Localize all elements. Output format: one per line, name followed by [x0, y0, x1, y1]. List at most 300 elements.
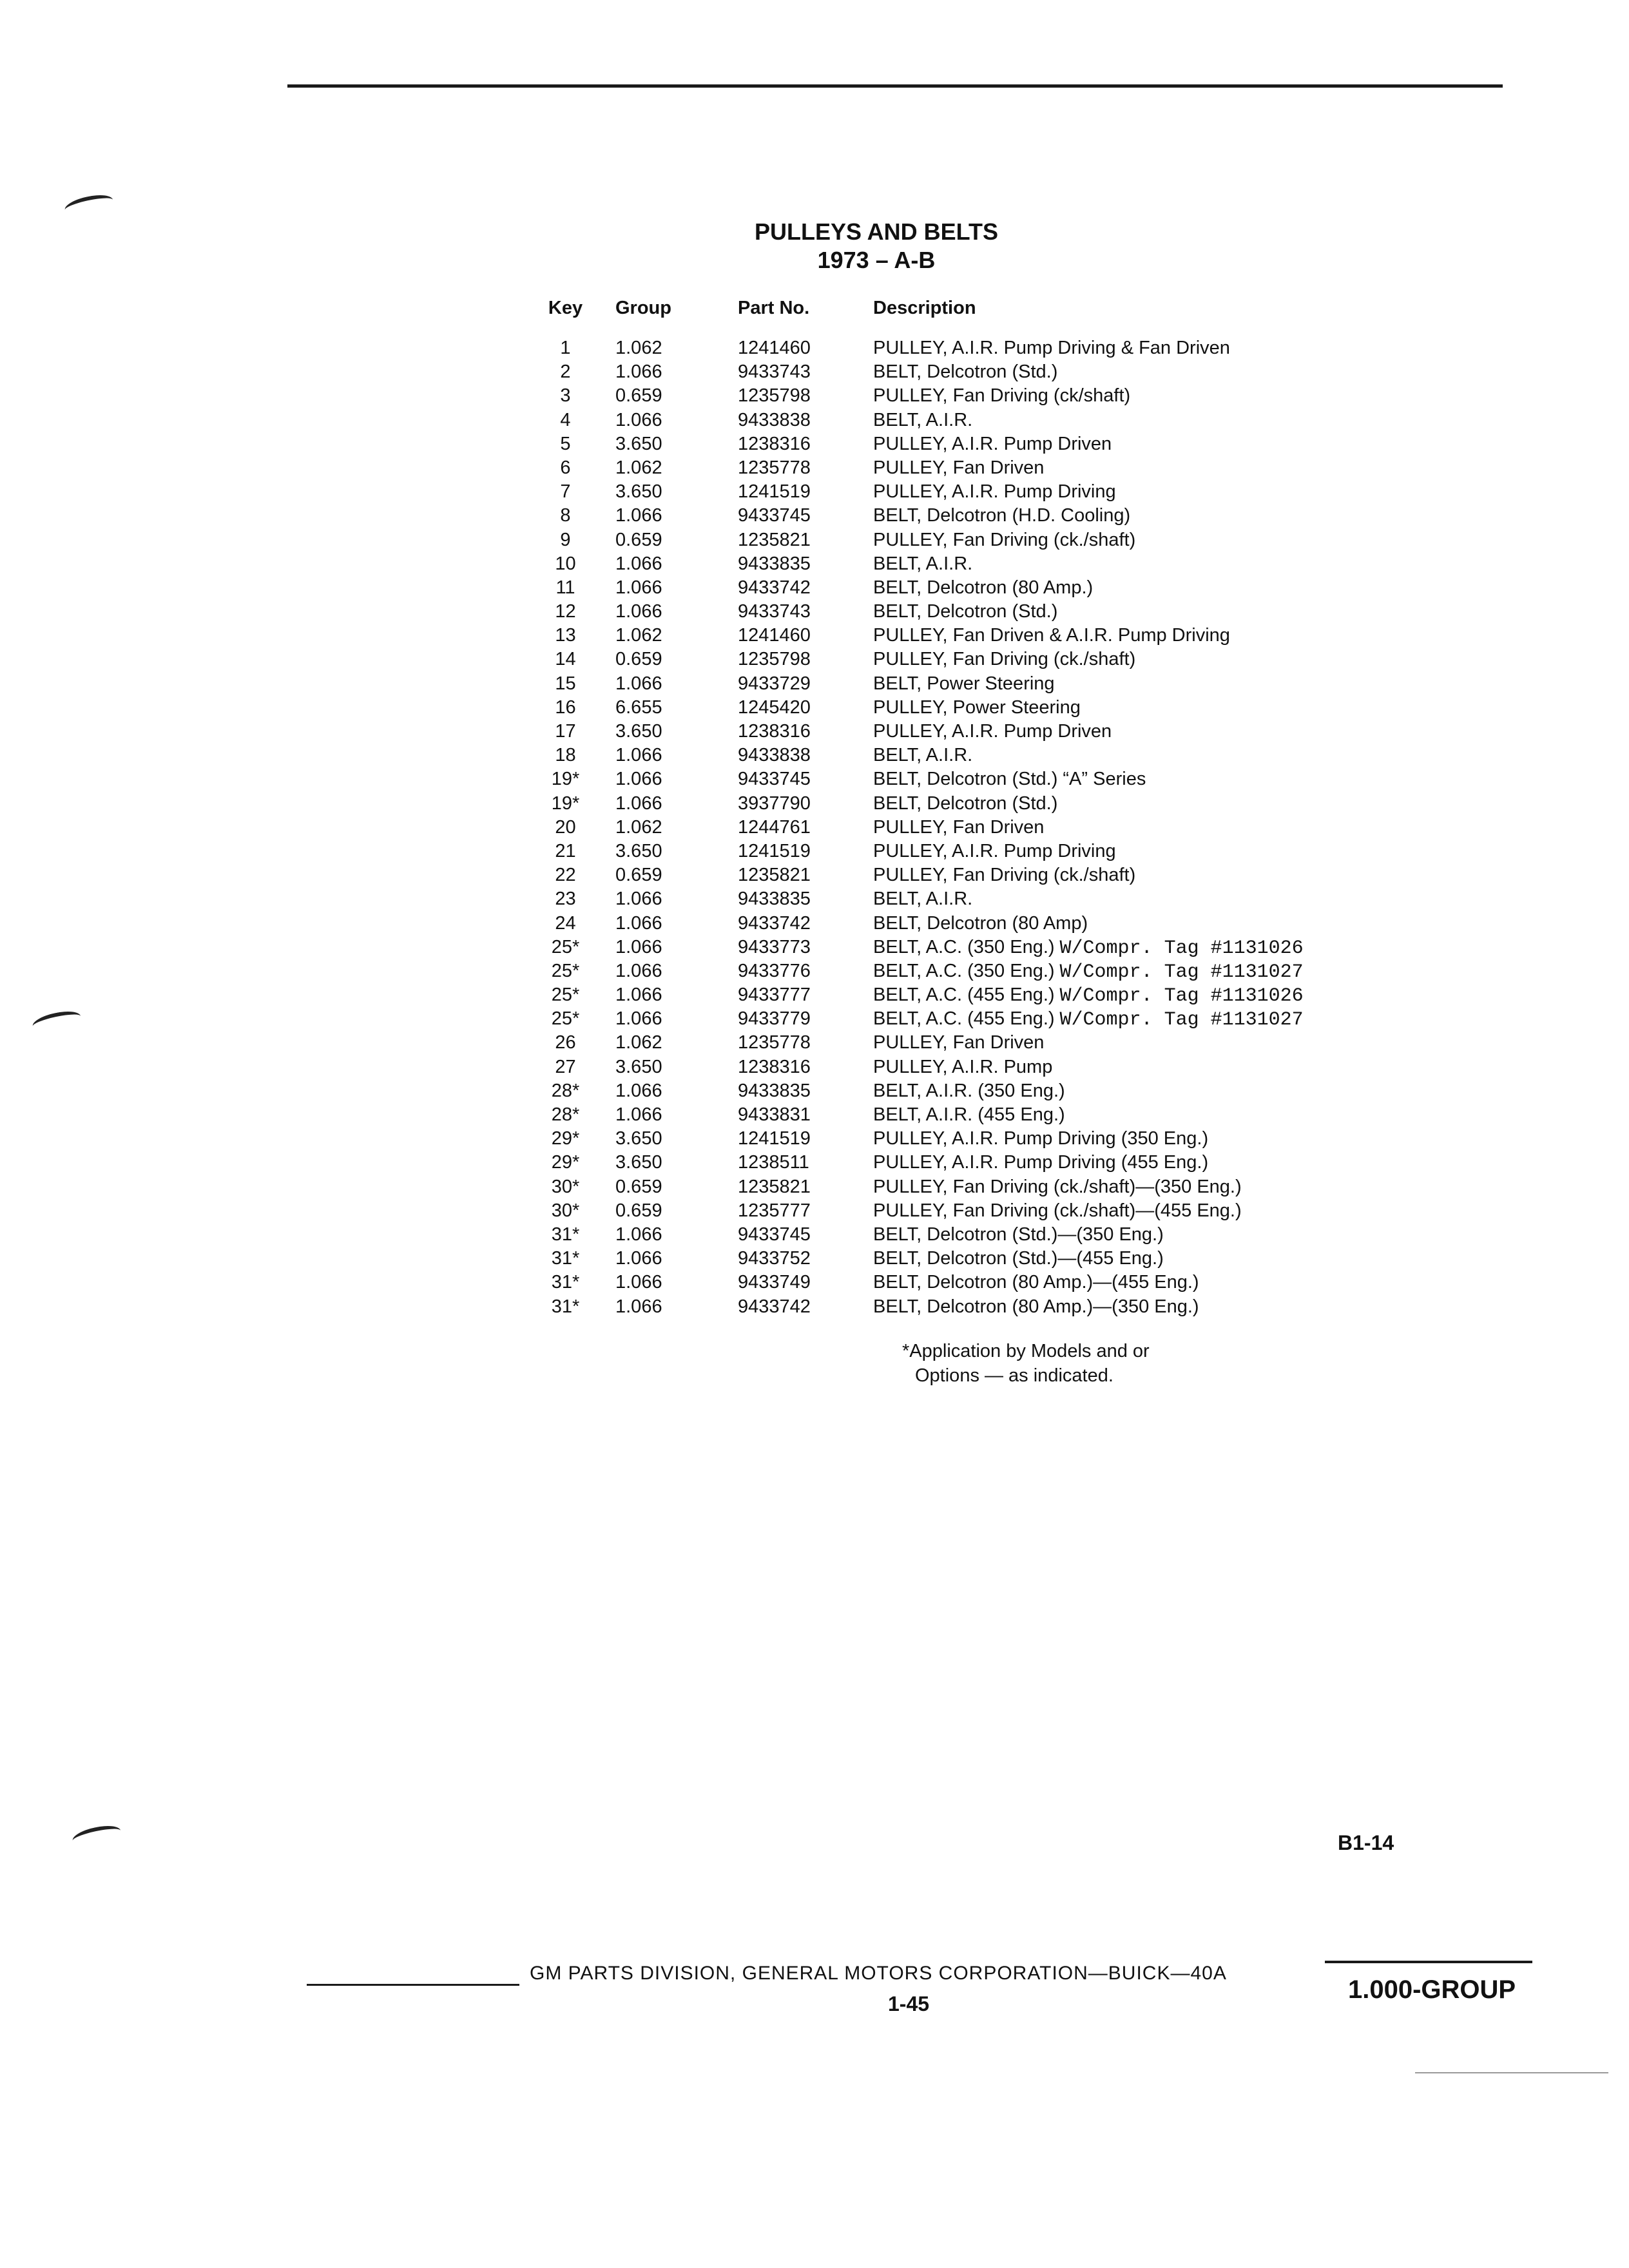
table-row [528, 384, 1304, 408]
key-cell [528, 672, 602, 696]
key-cell-text: 3 [560, 385, 571, 407]
group-cell-text: 1.062 [615, 457, 662, 478]
group-cell [602, 816, 725, 840]
description-cell-text: PULLEY, A.I.R. Pump Driven [873, 721, 1112, 742]
key-cell-text: 28* [551, 1104, 580, 1125]
key-cell [528, 1031, 602, 1055]
key-cell-text: 24 [555, 912, 576, 934]
table-row [528, 432, 1304, 456]
group-cell-text: 1.066 [615, 889, 662, 910]
key-cell-text: 23 [555, 889, 576, 910]
key-cell [528, 959, 602, 983]
group-cell [602, 1199, 725, 1223]
part-number-cell-text: 1241519 [738, 481, 811, 503]
part-number-cell [725, 1175, 867, 1199]
part-number-cell [725, 887, 867, 911]
description-cell [867, 792, 1057, 816]
part-number-cell-text: 9433743 [738, 361, 811, 383]
part-number-cell [725, 792, 867, 816]
group-cell-text: 1.066 [615, 1248, 662, 1269]
group-cell [602, 983, 725, 1007]
part-number-cell-text: 9433776 [738, 960, 811, 981]
description-cell [867, 1103, 1065, 1127]
table-row [528, 863, 1304, 887]
description-cell-text: PULLEY, A.I.R. Pump Driving [873, 481, 1116, 503]
part-number-cell-text: 1235777 [738, 1200, 811, 1221]
key-cell [528, 1079, 602, 1103]
part-number-cell-text: 1245420 [738, 697, 811, 718]
key-cell [528, 648, 602, 671]
key-cell [528, 528, 602, 552]
part-number-cell-text: 9433742 [738, 577, 811, 598]
group-cell [602, 1175, 725, 1199]
part-number-cell-text: 9433745 [738, 505, 811, 526]
group-cell [602, 1247, 725, 1271]
part-number-cell-text: 9433745 [738, 1224, 811, 1245]
group-cell [602, 648, 725, 671]
table-row [528, 360, 1304, 384]
table-row [528, 1055, 1304, 1079]
key-cell-text: 18 [555, 745, 576, 766]
part-number-cell [725, 1199, 867, 1223]
part-number-cell [725, 1223, 867, 1247]
description-cell [867, 576, 1093, 600]
description-cell-text: BELT, A.I.R. [873, 889, 973, 910]
key-cell [528, 696, 602, 720]
group-cell-text: 3.650 [615, 1128, 662, 1149]
table-row [528, 1031, 1304, 1055]
key-cell [528, 408, 602, 432]
page-subtitle: 1973 – A-B [817, 247, 936, 273]
table-row [528, 456, 1304, 480]
part-number-cell [725, 696, 867, 720]
group-cell-text: 1.066 [615, 1080, 662, 1101]
group-cell [602, 552, 725, 576]
part-number-cell [725, 504, 867, 528]
description-cell [867, 1295, 1199, 1319]
part-number-cell [725, 959, 867, 983]
compressor-tag: W/Compr. Tag #1131026 [1059, 985, 1304, 1008]
key-cell-text: 25* [551, 985, 580, 1006]
group-cell-text: 3.650 [615, 1152, 662, 1173]
part-number-cell [725, 1103, 867, 1127]
column-header-description: Description [873, 298, 976, 318]
group-cell [602, 792, 725, 816]
description-cell-text: BELT, A.C. (350 Eng.) [873, 936, 1055, 957]
key-cell [528, 744, 602, 767]
part-number-cell [725, 720, 867, 744]
part-number-cell-text: 1241460 [738, 625, 811, 646]
part-number-cell-text: 1235821 [738, 1176, 811, 1197]
key-cell-text: 26 [555, 1032, 576, 1053]
table-row [528, 408, 1304, 432]
description-cell-text: BELT, A.C. (455 Eng.) [873, 1008, 1055, 1030]
part-number-cell [725, 1007, 867, 1031]
description-cell [867, 1079, 1065, 1103]
group-cell-text: 1.066 [615, 577, 662, 598]
part-number-cell [725, 863, 867, 887]
group-cell [602, 959, 725, 983]
key-cell [528, 792, 602, 816]
part-number-cell [725, 384, 867, 408]
part-number-cell-text: 1238316 [738, 433, 811, 454]
description-cell [867, 624, 1230, 648]
group-cell [602, 336, 725, 360]
part-number-cell [725, 552, 867, 576]
scan-mark [71, 1822, 122, 1849]
key-cell [528, 1175, 602, 1199]
description-cell-text: PULLEY, Fan Driving (ck./shaft) [873, 529, 1136, 550]
description-cell-text: PULLEY, A.I.R. Pump Driven [873, 433, 1112, 454]
table-row [528, 1127, 1304, 1151]
description-cell-text: PULLEY, Fan Driving (ck./shaft) [873, 649, 1136, 670]
group-cell-text: 0.659 [615, 649, 662, 670]
part-number-cell-text: 9433777 [738, 985, 811, 1006]
table-row [528, 1079, 1304, 1103]
footnote-line: Options — as indicated. [915, 1365, 1113, 1386]
group-cell-text: 1.066 [615, 1224, 662, 1245]
key-cell-text: 16 [555, 697, 576, 718]
key-cell-text: 21 [555, 840, 576, 861]
part-number-cell [725, 1127, 867, 1151]
key-cell-text: 19* [551, 769, 580, 790]
key-cell [528, 480, 602, 504]
description-cell [867, 672, 1055, 696]
page-title: PULLEYS AND BELTS [754, 218, 999, 245]
description-cell [867, 648, 1135, 671]
key-cell-text: 11 [555, 577, 575, 598]
group-cell [602, 480, 725, 504]
description-cell [867, 1175, 1242, 1199]
part-number-cell-text: 3937790 [738, 793, 811, 814]
description-cell [867, 1151, 1208, 1175]
description-cell-text: PULLEY, A.I.R. Pump Driving (350 Eng.) [873, 1128, 1209, 1149]
part-number-cell-text: 1235821 [738, 529, 811, 550]
table-body [528, 336, 1304, 1319]
group-cell [602, 624, 725, 648]
key-cell [528, 576, 602, 600]
part-number-cell [725, 1055, 867, 1079]
key-cell [528, 816, 602, 840]
table-row [528, 1175, 1304, 1199]
table-row [528, 648, 1304, 671]
group-cell [602, 912, 725, 936]
footer-rule-left [307, 1984, 519, 1986]
key-cell [528, 1007, 602, 1031]
key-cell [528, 624, 602, 648]
column-header-part-no: Part No. [738, 298, 810, 318]
group-cell-text: 1.066 [615, 1008, 662, 1030]
part-number-cell [725, 1271, 867, 1294]
key-cell [528, 1247, 602, 1271]
key-cell-text: 1 [560, 338, 571, 358]
part-number-cell-text: 9433742 [738, 1296, 811, 1317]
group-cell-text: 1.066 [615, 1104, 662, 1125]
part-number-cell [725, 576, 867, 600]
key-cell-text: 29* [551, 1152, 580, 1173]
table-row [528, 792, 1304, 816]
key-cell [528, 1151, 602, 1175]
group-cell [602, 863, 725, 887]
description-cell [867, 408, 972, 432]
key-cell [528, 552, 602, 576]
key-cell-text: 30* [551, 1176, 580, 1197]
description-cell [867, 552, 972, 576]
footnote [902, 1339, 1150, 1388]
description-cell-text: PULLEY, A.I.R. Pump [873, 1056, 1053, 1077]
group-cell [602, 576, 725, 600]
description-cell-text: BELT, Delcotron (H.D. Cooling) [873, 505, 1131, 526]
table-row [528, 1247, 1304, 1271]
group-cell-text: 1.066 [615, 769, 662, 790]
group-cell-text: 6.655 [615, 697, 662, 718]
description-cell-text: BELT, Delcotron (80 Amp.) [873, 577, 1094, 598]
key-cell [528, 720, 602, 744]
description-cell [867, 384, 1130, 408]
table-row [528, 672, 1304, 696]
description-cell-text: BELT, Delcotron (Std.) [873, 361, 1058, 383]
key-cell-text: 12 [555, 601, 576, 622]
description-cell-text: PULLEY, Fan Driving (ck./shaft) [873, 865, 1136, 886]
key-cell [528, 336, 602, 360]
part-number-cell-text: 9433752 [738, 1248, 811, 1269]
group-cell [602, 1031, 725, 1055]
part-number-cell [725, 624, 867, 648]
group-cell-text: 1.066 [615, 936, 662, 957]
table-row [528, 480, 1304, 504]
group-cell [602, 1127, 725, 1151]
table-row [528, 936, 1304, 959]
description-cell [867, 360, 1057, 384]
group-cell [602, 360, 725, 384]
key-cell-text: 13 [555, 625, 576, 646]
table-row [528, 816, 1304, 840]
group-cell-text: 1.066 [615, 601, 662, 622]
key-cell-text: 25* [551, 1008, 580, 1030]
part-number-cell-text: 1241519 [738, 1128, 811, 1149]
part-number-cell [725, 648, 867, 671]
group-cell-text: 1.066 [615, 960, 662, 981]
table-row [528, 1295, 1304, 1319]
top-rule [287, 84, 1503, 88]
part-number-cell [725, 528, 867, 552]
page-code: B1-14 [1338, 1831, 1394, 1854]
table-row [528, 959, 1304, 983]
key-cell-text: 27 [555, 1056, 576, 1077]
key-cell-text: 31* [551, 1248, 580, 1269]
key-cell-text: 22 [555, 865, 576, 886]
part-number-cell-text: 9433743 [738, 601, 811, 622]
key-cell-text: 20 [555, 816, 576, 838]
group-cell [602, 767, 725, 791]
table-row [528, 1223, 1304, 1247]
group-cell-text: 0.659 [615, 529, 662, 550]
part-number-cell-text: 9433779 [738, 1008, 811, 1030]
key-cell [528, 384, 602, 408]
description-cell [867, 936, 1304, 959]
group-cell [602, 1007, 725, 1031]
key-cell-text: 25* [551, 936, 580, 957]
part-number-cell-text: 1235798 [738, 385, 811, 407]
description-cell [867, 816, 1044, 840]
description-cell [867, 1223, 1164, 1247]
part-number-cell [725, 983, 867, 1007]
description-cell-text: PULLEY, A.I.R. Pump Driving [873, 840, 1116, 861]
key-cell-text: 30* [551, 1200, 580, 1221]
description-cell [867, 767, 1146, 791]
description-cell-text: BELT, A.I.R. (350 Eng.) [873, 1080, 1065, 1101]
key-cell-text: 31* [551, 1296, 580, 1317]
group-cell-text: 1.062 [615, 338, 662, 358]
description-cell [867, 1247, 1164, 1271]
scan-mark [31, 1008, 82, 1034]
group-cell-text: 1.066 [615, 985, 662, 1006]
part-number-cell [725, 744, 867, 767]
description-cell-text: PULLEY, Power Steering [873, 697, 1081, 718]
part-number-cell-text: 9433838 [738, 745, 811, 766]
description-cell-text: PULLEY, A.I.R. Pump Driving (455 Eng.) [873, 1152, 1209, 1173]
table-row [528, 624, 1304, 648]
description-cell [867, 720, 1112, 744]
description-cell [867, 480, 1116, 504]
part-number-cell-text: 9433773 [738, 936, 811, 957]
description-cell-text: PULLEY, Fan Driven [873, 457, 1045, 478]
description-cell [867, 1199, 1242, 1223]
key-cell [528, 1103, 602, 1127]
description-cell-text: BELT, Delcotron (Std.) [873, 793, 1058, 814]
description-cell-text: BELT, Delcotron (Std.) [873, 601, 1058, 622]
group-cell-text: 1.066 [615, 1296, 662, 1317]
key-cell [528, 767, 602, 791]
group-cell-text: 0.659 [615, 385, 662, 407]
description-cell-text: BELT, Delcotron (Std.)—(350 Eng.) [873, 1224, 1164, 1245]
key-cell [528, 456, 602, 480]
table-row [528, 744, 1304, 767]
key-cell-text: 31* [551, 1224, 580, 1245]
part-number-cell [725, 456, 867, 480]
key-cell-text: 4 [560, 409, 571, 430]
table-row [528, 720, 1304, 744]
description-cell [867, 744, 972, 767]
description-cell [867, 887, 972, 911]
key-cell-text: 15 [555, 673, 576, 694]
group-cell [602, 384, 725, 408]
description-cell-text: BELT, Power Steering [873, 673, 1055, 694]
table-row [528, 840, 1304, 863]
group-cell-text: 1.066 [615, 409, 662, 430]
part-number-cell-text: 9433831 [738, 1104, 811, 1125]
key-cell-text: 8 [560, 505, 571, 526]
description-cell-text: PULLEY, Fan Driven [873, 816, 1045, 838]
description-cell-text: BELT, A.I.R. (455 Eng.) [873, 1104, 1065, 1125]
group-cell-text: 3.650 [615, 1056, 662, 1077]
key-cell [528, 983, 602, 1007]
description-cell [867, 504, 1130, 528]
table-row [528, 576, 1304, 600]
footer-text: GM PARTS DIVISION, GENERAL MOTORS CORPORATION—BUICK—40A [530, 1963, 1227, 1984]
part-number-cell-text: 9433835 [738, 889, 811, 910]
table-row [528, 912, 1304, 936]
table-row [528, 528, 1304, 552]
part-number-cell [725, 840, 867, 863]
description-cell-text: BELT, A.I.R. [873, 553, 973, 574]
description-cell-text: PULLEY, Fan Driving (ck/shaft) [873, 385, 1131, 407]
part-number-cell-text: 1235778 [738, 1032, 811, 1053]
description-cell [867, 456, 1044, 480]
description-cell-text: BELT, Delcotron (80 Amp.)—(455 Eng.) [873, 1272, 1199, 1293]
description-cell [867, 432, 1112, 456]
key-cell [528, 1199, 602, 1223]
group-cell-text: 1.066 [615, 553, 662, 574]
group-cell [602, 1103, 725, 1127]
description-cell-text: PULLEY, Fan Driven [873, 1032, 1045, 1053]
description-cell [867, 1271, 1199, 1294]
group-cell-text: 1.066 [615, 505, 662, 526]
key-cell [528, 912, 602, 936]
key-cell [528, 1127, 602, 1151]
part-number-cell [725, 672, 867, 696]
table-row [528, 552, 1304, 576]
description-cell [867, 1007, 1304, 1031]
footnote-line: *Application by Models and or [902, 1341, 1150, 1361]
part-number-cell [725, 1295, 867, 1319]
group-cell [602, 600, 725, 624]
description-cell-text: BELT, A.C. (350 Eng.) [873, 960, 1055, 981]
part-number-cell-text: 1244761 [738, 816, 811, 838]
footer-rule-bottom [1415, 2072, 1608, 2073]
part-number-cell [725, 432, 867, 456]
key-cell [528, 360, 602, 384]
description-cell [867, 600, 1057, 624]
table-row [528, 1151, 1304, 1175]
key-cell-text: 6 [560, 457, 571, 478]
part-number-cell [725, 1079, 867, 1103]
key-cell [528, 504, 602, 528]
group-cell [602, 1271, 725, 1294]
group-cell [602, 696, 725, 720]
description-cell [867, 1055, 1052, 1079]
description-cell [867, 863, 1135, 887]
part-number-cell-text: 9433838 [738, 409, 811, 430]
part-number-cell [725, 600, 867, 624]
group-cell-text: 3.650 [615, 721, 662, 742]
table-row [528, 767, 1304, 791]
group-cell-text: 1.066 [615, 793, 662, 814]
key-cell-text: 9 [560, 529, 571, 550]
key-cell-text: 25* [551, 960, 580, 981]
column-header-group: Group [615, 298, 671, 318]
key-cell-text: 7 [560, 481, 571, 503]
group-cell [602, 1055, 725, 1079]
group-cell [602, 936, 725, 959]
group-cell [602, 1295, 725, 1319]
part-number-cell-text: 9433742 [738, 912, 811, 934]
description-cell [867, 1031, 1044, 1055]
description-cell-text: BELT, A.C. (455 Eng.) [873, 985, 1055, 1006]
table-row [528, 1199, 1304, 1223]
group-cell-text: 1.062 [615, 1032, 662, 1053]
part-number-cell [725, 408, 867, 432]
key-cell [528, 840, 602, 863]
group-cell [602, 408, 725, 432]
compressor-tag: W/Compr. Tag #1131027 [1059, 961, 1304, 983]
part-number-cell-text: 1238316 [738, 1056, 811, 1077]
description-cell [867, 912, 1088, 936]
part-number-cell [725, 816, 867, 840]
part-number-cell-text: 1235798 [738, 649, 811, 670]
key-cell-text: 29* [551, 1128, 580, 1149]
group-cell [602, 1223, 725, 1247]
